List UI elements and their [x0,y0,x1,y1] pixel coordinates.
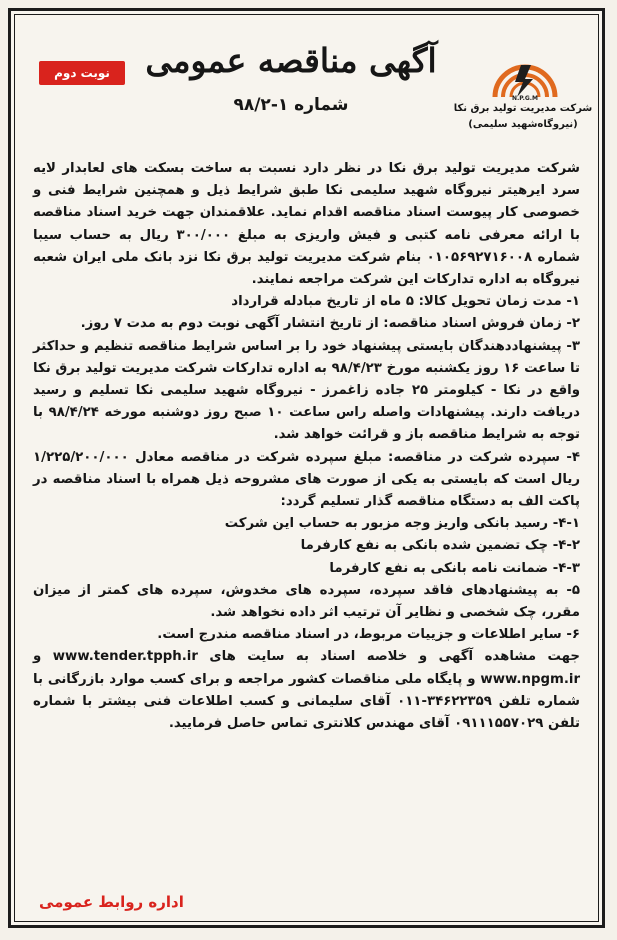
company-subtitle: (نیروگاه‌شهید سلیمی) [468,119,578,130]
power-plant-logo-icon [481,41,569,101]
notice-title: آگهی مناقصه عمومی [145,41,437,80]
notice-number: شماره ۱-۹۸/۲ [233,95,349,115]
item-deposit-receipt: ۴-۱- رسید بانکی واریز وجه مزبور به حساب این شرکت [224,516,580,532]
public-relations-signature: اداره روابط عمومی [39,893,184,911]
item-delivery-time: ۱- مدت زمان تحویل کالا: ۵ ماه از تاریخ مبادله قرارداد [231,294,580,310]
item-deposit-guarantee: ۴-۳- ضمانت نامه بانکی به نفع کارفرما [329,560,580,576]
item-other-info: ۶- سایر اطلاعات و جزییات مربوط، در اسناد مناقصه مندرج است. [157,627,580,643]
item-sale-period: ۲- زمان فروش اسناد مناقصه: از تاریخ انتشار آگهی نوبت دوم به مدت ۷ روز. [80,316,580,332]
item-deposit: ۴- سپرده شرکت در مناقصه: مبلغ سپرده شرکت در مناقصه معادل ۱/۲۲۵/۲۰۰/۰۰۰ ریال است که بایستی به یکی از صورت های مشروحه ذیل همراه با اسناد مناقصه در پاکت الف به دستگاه مناقصه گذار تسلیم گردد: [33,449,580,510]
notice-header [11,11,602,149]
item-rejection: ۵- به پیشنهادهای فاقد سپرده، سپرده های مخدوش، سپرده های کمتر از میزان مقرر، چک شخصی و نظایر آن ترتیب اثر داده نخواهد شد. [33,582,580,621]
notice-frame [8,8,605,928]
closing-paragraph: جهت مشاهده آگهی و خلاصه اسناد به سایت های www.tender.tpph.ir و www.npgm.ir و پایگاه ملی مناقصات کشور مراجعه و برای کسب موارد بازرگانی با شماره تلفن ۳۴۶۲۲۳۵۹-۰۱۱ آقای سلیمانی و کسب اطلاعات فنی بیشتر با شماره تلفن ۰۹۱۱۱۵۵۷۰۲۹ آقای مهندس کلانتری تماس حاصل فرمایید. [33,649,580,732]
logo-text: N.P.G.M [511,95,539,101]
notice-body [33,158,580,735]
company-name: شرکت مدیریت تولید برق نکا [453,103,593,114]
item-deposit-cheque: ۴-۲- چک تضمین شده بانکی به نفع کارفرما [300,538,580,554]
logo-graphic [481,41,569,101]
edition-badge: نوبت دوم [39,61,125,85]
item-submission: ۳- پیشنهاددهندگان بایستی پیشنهاد خود را بر اساس شرایط مناقصه تنظیم و حداکثر تا ساعت ۱۶ روز یکشنبه مورخ ۹۸/۴/۲۳ به اداره تدارکات شرکت مدیریت تولید برق نکا واقع در نکا - کیلومتر ۲۵ جاده زاغمرز - نیروگاه شهید سلیمی نکا تسلیم و رسید دریافت دارند. پیشنهادات واصله راس ساعت ۱۰ صبح روز دوشنبه مورخه ۹۸/۴/۲۴ با توجه به شرایط مناقصه باز و قرائت خواهد شد. [33,338,580,443]
intro-paragraph: شرکت مدیریت تولید برق نکا در نظر دارد نسبت به ساخت بسکت های لعابدار لایه سرد ایرهیتر نیروگاه شهید سلیمی نکا طبق شرایط ذیل و همچنین شرایط فنی و خصوصی کار پیوست اسناد مناقصه اقدام نماید. علاقمندان جهت خرید اسناد مناقصه با ارائه معرفی نامه کتبی و فیش واریزی به مبلغ ۳۰۰/۰۰۰ ریال به حساب سیبا شماره ۰۱۰۵۶۹۲۷۱۶۰۰۸ بنام شرکت مدیریت تولید برق نکا نزد بانک ملی ایران شعبه نیروگاه به اداره تدارکات این شرکت مراجعه نمایند. [33,161,580,288]
